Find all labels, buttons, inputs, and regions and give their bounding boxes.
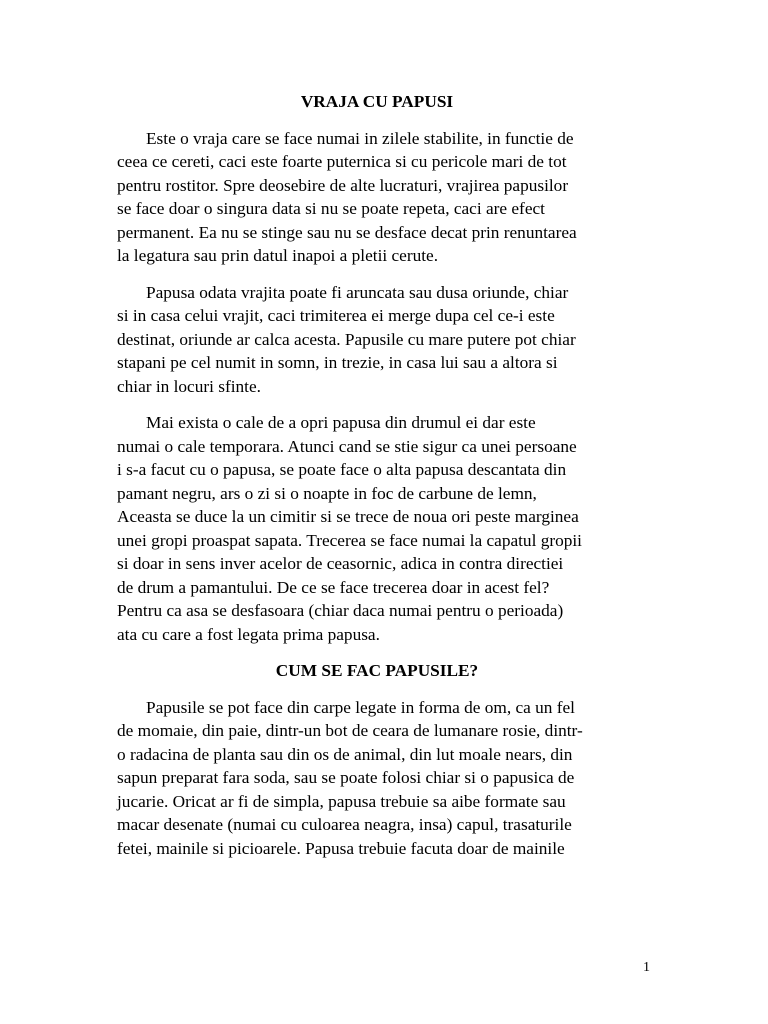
text-body [117, 90, 637, 873]
text-line: Este o vraja care se face numai in zilele stabilite, in functie de [146, 128, 574, 148]
text-line: de momaie, din paie, dintr-un bot de ceara de lumanare rosie, dintr- [117, 721, 583, 740]
text-line: ata cu care a fost legata prima papusa. [117, 624, 380, 644]
text-line: macar desenate (numai cu culoarea neagra, insa) capul, trasaturile [117, 815, 572, 834]
text-line: sapun preparat fara soda, sau se poate folosi chiar si o papusica de [117, 768, 575, 787]
text-line: numai o cale temporara. Atunci cand se stie sigur ca unei persoane [117, 436, 577, 456]
page-number: 1 [643, 960, 650, 975]
text-line: pentru rostitor. Spre deosebire de alte lucraturi, vrajirea papusilor [117, 175, 569, 195]
text-line: Papusa odata vrajita poate fi aruncata sau dusa oriunde, chiar [146, 282, 569, 302]
text-line: Aceasta se duce la un cimitir si se trece de noua ori peste marginea [117, 507, 579, 526]
text-line: chiar in locuri sfinte. [117, 376, 261, 396]
text-line: pamant negru, ars o zi si o noapte in foc de carbune de lemn, [117, 483, 537, 503]
section-intro [117, 127, 637, 647]
section-how-made [117, 696, 637, 861]
text-line: la legatura sau prin datul inapoi a pletii cerute. [117, 246, 439, 265]
text-line: permanent. Ea nu se stinge sau nu se desface decat prin renuntarea [117, 222, 577, 242]
text-line: o radacina de planta sau din os de animal, din lut moale nears, din [117, 744, 573, 764]
text-line: Papusile se pot face din carpe legate in forma de om, ca un fel [146, 697, 575, 717]
paragraph [117, 127, 637, 268]
text-line: ceea ce cereti, caci este foarte puternica si cu pericole mari de tot [117, 152, 567, 171]
text-line: destinat, oriunde ar calca acesta. Papusile cu mare putere pot chiar [117, 329, 576, 349]
document-title: VRAJA CU PAPUSI [300, 92, 454, 111]
paragraph [117, 281, 637, 399]
text-line: i s-a facut cu o papusa, se poate face o alta papusa descantata din [117, 460, 567, 479]
text-line: se face doar o singura data si nu se poate repeta, caci are efect [117, 199, 545, 218]
section-heading: CUM SE FAC PAPUSILE? [275, 661, 479, 680]
text-line: stapani pe cel numit in somn, in trezie, in casa lui sau a altora si [117, 353, 558, 372]
text-line: unei gropi proaspat sapata. Trecerea se face numai la capatul gropii [117, 530, 582, 550]
text-line: jucarie. Oricat ar fi de simpla, papusa trebuie sa aibe formate sau [117, 791, 566, 811]
text-line: fetei, mainile si picioarele. Papusa trebuie facuta doar de mainile [117, 838, 565, 858]
text-line: si in casa celui vrajit, caci trimiterea ei merge dupa cel ce-i este [117, 306, 555, 325]
text-line: Pentru ca asa se desfasoara (chiar daca numai pentru o perioada) [117, 601, 564, 620]
text-line: Mai exista o cale de a opri papusa din drumul ei dar este [146, 413, 536, 432]
paragraph [117, 411, 637, 646]
text-line: si doar in sens inver acelor de ceasornic, adica in contra directiei [117, 554, 564, 573]
text-line: de drum a pamantului. De ce se face trecerea doar in acest fel? [117, 577, 550, 597]
paragraph [117, 696, 637, 861]
